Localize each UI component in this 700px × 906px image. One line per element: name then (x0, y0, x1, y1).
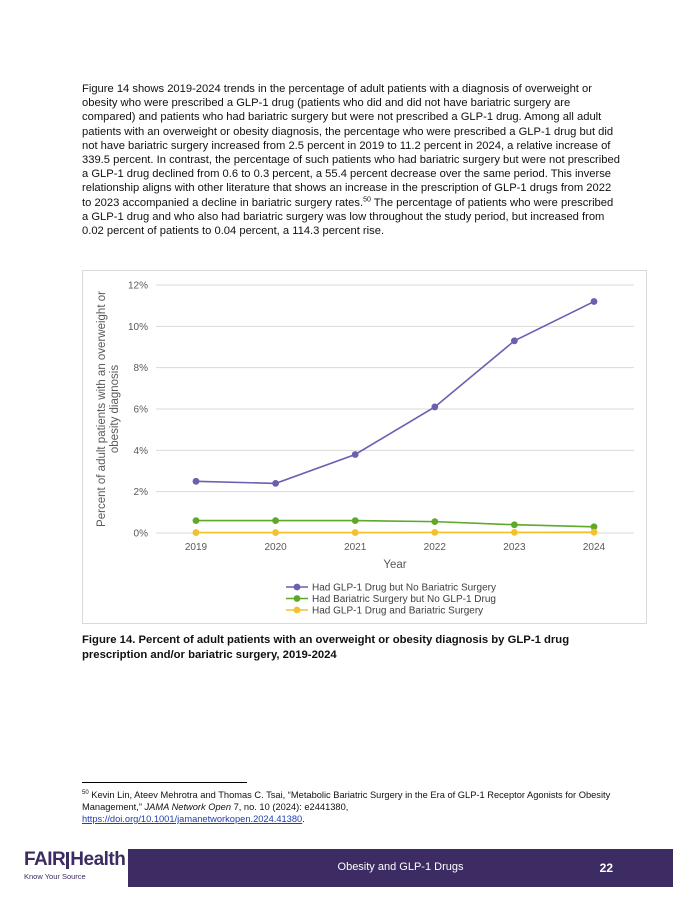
legend-swatch-marker (294, 607, 301, 614)
logo-fair: FAIR (24, 849, 66, 870)
data-point (511, 521, 518, 528)
x-tick-label: 2021 (344, 542, 367, 553)
legend-label: Had GLP-1 Drug and Bariatric Surgery (312, 605, 484, 617)
data-point (272, 517, 279, 524)
y-axis-title (96, 291, 121, 527)
data-point (591, 298, 598, 305)
footnote-number: 50 (82, 789, 89, 796)
logo-divider (66, 852, 69, 869)
footnote-journal: JAMA Network Open (144, 802, 231, 812)
data-point (431, 404, 438, 411)
data-point (511, 529, 518, 536)
paragraph-main: Figure 14 shows 2019-2024 trends in the percentage of adult patients with a diagnosis of overweight or obesity who were prescribed a GLP-1 drug (patients who did and did not have bariatric surgery are compared) and patients who had bariatric surgery but were not prescribed a GLP-1 drug. Among all adult patients with an overweight or obesity diagnosis, the percentage who were prescribed a GLP-1 drug but did not have bariatric surgery increased from 2.5 percent in 2019 to 11.2 percent in 2024, a relative increase of 339.5 percent. In contrast, the percentage of such patients who had bariatric surgery but were not prescribed a GLP-1 drug declined from 0.6 to 0.3 percent, a 55.4 percent decrease over the same period. This inverse relationship aligns with other literature that shows an increase in the prescription of GLP-1 drugs from 2022 to 2023 accompanied a decline in bariatric surgery rates. (82, 83, 620, 209)
footnote-text-after: 7, no. 10 (2024): e2441380, (231, 802, 349, 812)
footer-title: Obesity and GLP-1 Drugs (337, 861, 464, 873)
footer-bar (128, 849, 673, 887)
legend-label: Had Bariatric Surgery but No GLP-1 Drug (312, 594, 496, 605)
y-tick-label: 6% (133, 404, 148, 416)
footnote-link[interactable]: https://doi.org/10.1001/jamanetworkopen.2024.41380 (82, 814, 303, 824)
data-point (431, 529, 438, 536)
footnote-end: . (302, 814, 305, 824)
data-point (193, 529, 200, 536)
data-point (272, 529, 279, 536)
y-tick-label: 8% (133, 363, 148, 375)
x-tick-label: 2019 (184, 542, 208, 553)
logo-health: Health (70, 849, 126, 870)
data-point (193, 517, 200, 524)
y-tick-label: 10% (127, 321, 148, 333)
data-point (352, 451, 359, 458)
data-point (352, 517, 359, 524)
y-tick-label: 0% (133, 528, 148, 540)
footnote-text-before: Kevin Lin, Ateev Mehrotra and Thomas C. Tsai, “Metabolic Bariatric Surgery in the Era of GLP-1 Receptor Agonists for Obesity Management,” (82, 790, 611, 812)
figure-caption: Figure 14. Percent of adult patients with an overweight or obesity diagnosis by GLP-1 drug prescription and/or bariatric surgery, 2019-2024 (82, 634, 570, 661)
x-axis-title: Year (383, 559, 407, 571)
series-line (196, 521, 594, 527)
footnote-divider (82, 782, 247, 783)
logo-tagline: Know Your Source (24, 872, 86, 881)
data-point (591, 529, 598, 536)
y-tick-label: 4% (133, 445, 148, 457)
paragraph-tail: The percentage of patients who were prescribed a GLP-1 drug and who also had bariatric surgery was low throughout the study period, but increased from 0.02 percent of patients to 0.04 percent, a 114.3 percent rise. (82, 196, 614, 238)
page-number: 22 (599, 861, 613, 875)
footnote-reference[interactable]: 50 (363, 195, 371, 203)
y-axis-title-line: Percent of adult patients with an overweight or (96, 291, 108, 527)
legend-swatch-marker (294, 584, 301, 591)
y-axis-title-line: obesity diagnosis (109, 364, 121, 454)
data-point (272, 480, 279, 487)
body-paragraph (82, 82, 622, 238)
chart-container (82, 270, 647, 624)
data-point (431, 518, 438, 525)
data-point (511, 337, 518, 344)
footnote (82, 789, 627, 825)
data-point (352, 529, 359, 536)
data-point (193, 478, 200, 485)
series-line (196, 302, 594, 484)
y-tick-label: 2% (133, 487, 148, 499)
x-tick-label: 2024 (582, 542, 606, 553)
x-tick-label: 2020 (264, 542, 287, 553)
legend-label: Had GLP-1 Drug but No Bariatric Surgery (312, 582, 496, 594)
x-tick-label: 2022 (423, 542, 446, 553)
line-chart (83, 271, 648, 625)
x-tick-label: 2023 (503, 542, 526, 553)
fairhealth-logo (24, 849, 134, 891)
legend-swatch-marker (294, 595, 301, 602)
y-tick-label: 12% (127, 280, 148, 292)
